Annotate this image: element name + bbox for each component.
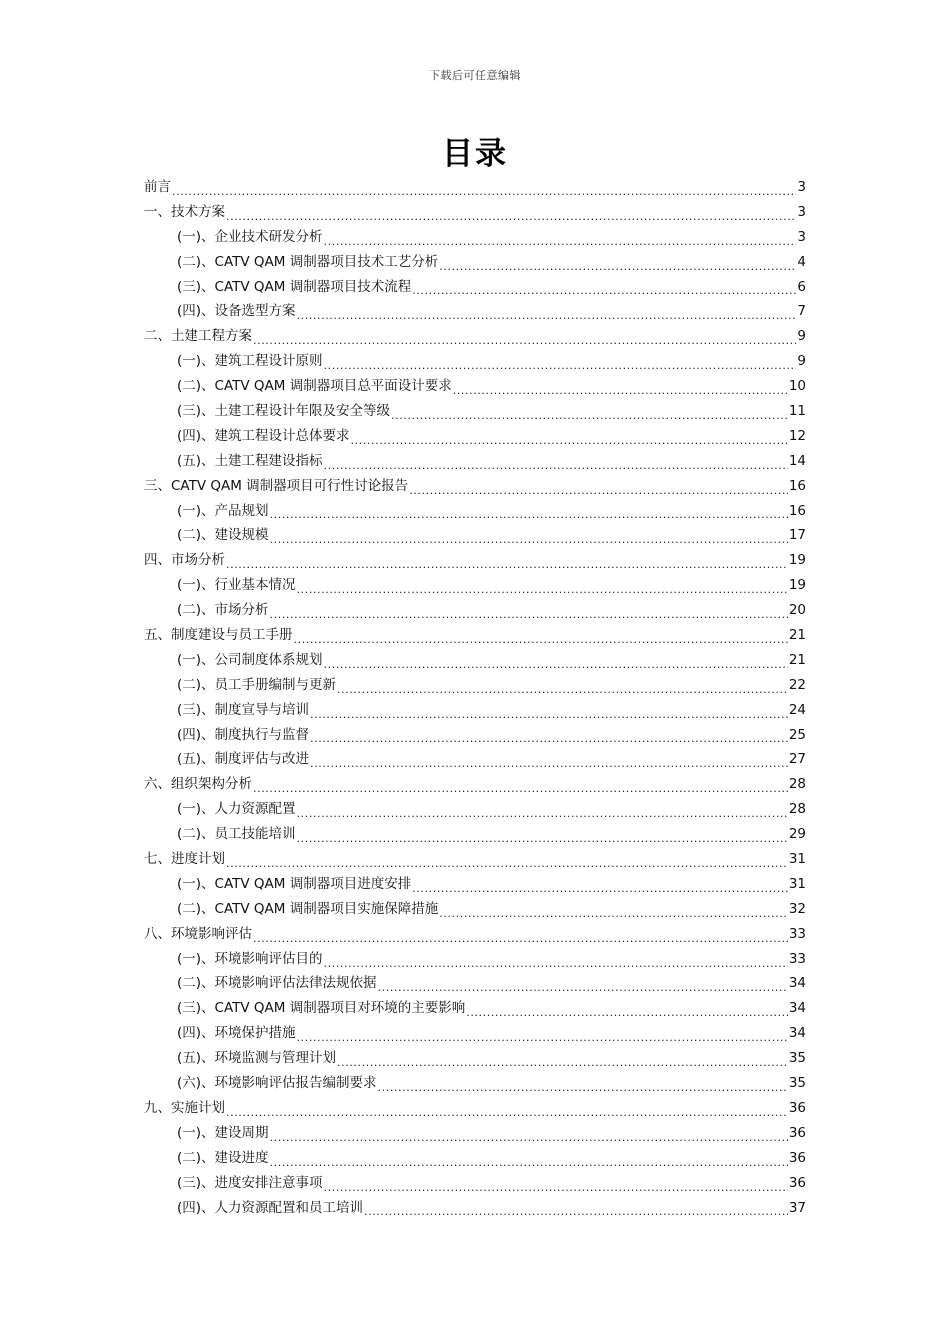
toc-dot-leader: [297, 573, 788, 598]
toc-entry-label: (二)、CATV QAM 调制器项目技术工艺分析: [177, 253, 439, 270]
toc-entry-label: (二)、建设进度: [177, 1149, 269, 1166]
toc-dot-leader: [297, 1021, 788, 1046]
toc-entry[interactable]: [144, 1171, 806, 1196]
toc-entry-page-number: 25: [788, 726, 806, 743]
toc-entry-label: (二)、市场分析: [177, 602, 269, 619]
toc-entry[interactable]: [144, 349, 806, 374]
toc-entry[interactable]: [144, 1096, 806, 1121]
toc-entry-page-number: 36: [788, 1124, 806, 1141]
toc-entry-label: (四)、建筑工程设计总体要求: [177, 427, 350, 444]
toc-dot-leader: [324, 449, 788, 474]
toc-entry-label: (六)、环境影响评估报告编制要求: [177, 1075, 377, 1092]
toc-entry-page-number: 19: [788, 552, 806, 569]
toc-entry-page-number: 20: [788, 602, 806, 619]
toc-entry[interactable]: [144, 972, 806, 997]
toc-dot-leader: [324, 349, 797, 374]
toc-dot-leader: [378, 1071, 788, 1096]
toc-entry-label: (一)、产品规划: [177, 502, 269, 519]
toc-entry[interactable]: [144, 698, 806, 723]
toc-entry[interactable]: [144, 250, 806, 275]
header-note: 下载后可任意编辑: [429, 69, 521, 82]
toc-entry-label: 五、制度建设与员工手册: [144, 627, 293, 644]
toc-entry[interactable]: [144, 175, 806, 200]
toc-entry[interactable]: [144, 1071, 806, 1096]
toc-dot-leader: [226, 847, 788, 872]
toc-entry-label: (一)、建筑工程设计原则: [177, 353, 323, 370]
toc-entry-page-number: 36: [788, 1099, 806, 1116]
toc-entry[interactable]: [144, 1196, 806, 1221]
toc-entry[interactable]: [144, 723, 806, 748]
toc-entry-label: (一)、建设周期: [177, 1124, 269, 1141]
toc-dot-leader: [412, 275, 796, 300]
toc-entry[interactable]: [144, 747, 806, 772]
toc-entry-label: (三)、制度宣导与培训: [177, 701, 310, 718]
toc-entry-label: 八、环境影响评估: [144, 925, 252, 942]
toc-entry-page-number: 6: [797, 278, 806, 295]
toc-entry[interactable]: [144, 822, 806, 847]
toc-entry-label: (一)、人力资源配置: [177, 801, 296, 818]
toc-entry-page-number: 21: [788, 627, 806, 644]
toc-entry-label: (四)、人力资源配置和员工培训: [177, 1199, 364, 1216]
toc-dot-leader: [253, 922, 788, 947]
toc-entry[interactable]: [144, 1146, 806, 1171]
toc-dot-leader: [364, 1196, 788, 1221]
toc-dot-leader: [310, 698, 788, 723]
toc-entry[interactable]: [144, 548, 806, 573]
toc-entry-page-number: 21: [788, 651, 806, 668]
toc-dot-leader: [324, 225, 797, 250]
toc-dot-leader: [294, 623, 788, 648]
toc-entry[interactable]: [144, 772, 806, 797]
toc-dot-leader: [439, 897, 788, 922]
toc-dot-leader: [439, 250, 796, 275]
toc-entry-label: (二)、CATV QAM 调制器项目实施保障措施: [177, 900, 439, 917]
toc-entry[interactable]: [144, 399, 806, 424]
toc-dot-leader: [412, 872, 788, 897]
toc-entry[interactable]: [144, 797, 806, 822]
toc-dot-leader: [391, 399, 788, 424]
toc-entry-page-number: 3: [797, 228, 806, 245]
toc-dot-leader: [253, 324, 796, 349]
toc-dot-leader: [351, 424, 788, 449]
toc-dot-leader: [226, 1096, 788, 1121]
toc-entry-label: (一)、CATV QAM 调制器项目进度安排: [177, 875, 412, 892]
page-title: 目录: [442, 136, 508, 172]
toc-entry-label: 六、组织架构分析: [144, 776, 252, 793]
toc-entry-page-number: 22: [788, 676, 806, 693]
toc-entry-page-number: 9: [797, 353, 806, 370]
toc-entry[interactable]: [144, 673, 806, 698]
toc-entry-label: (三)、CATV QAM 调制器项目技术流程: [177, 278, 412, 295]
toc-entry[interactable]: [144, 897, 806, 922]
toc-entry-label: (一)、行业基本情况: [177, 577, 296, 594]
toc-dot-leader: [270, 1146, 788, 1171]
toc-entry[interactable]: [144, 947, 806, 972]
toc-entry-label: (三)、CATV QAM 调制器项目对环境的主要影响: [177, 1000, 466, 1017]
toc-dot-leader: [337, 673, 788, 698]
toc-entry[interactable]: [144, 474, 806, 499]
toc-entry-label: (二)、员工手册编制与更新: [177, 676, 337, 693]
toc-entry-page-number: 32: [788, 900, 806, 917]
toc-dot-leader: [378, 972, 788, 997]
toc-entry-page-number: 28: [788, 801, 806, 818]
toc-entry[interactable]: [144, 1021, 806, 1046]
toc-entry-label: (二)、员工技能培训: [177, 826, 296, 843]
toc-dot-leader: [226, 200, 796, 225]
toc-entry-page-number: 28: [788, 776, 806, 793]
toc-dot-leader: [337, 1046, 788, 1071]
toc-entry-page-number: 3: [797, 203, 806, 220]
toc-entry-page-number: 36: [788, 1174, 806, 1191]
toc-entry-label: (二)、CATV QAM 调制器项目总平面设计要求: [177, 378, 452, 395]
toc-entry-label: (五)、环境监测与管理计划: [177, 1050, 337, 1067]
toc-dot-leader: [466, 996, 788, 1021]
toc-entry-page-number: 7: [797, 303, 806, 320]
toc-entry-page-number: 9: [797, 328, 806, 345]
toc-entry[interactable]: [144, 449, 806, 474]
toc-dot-leader: [310, 747, 788, 772]
toc-entry[interactable]: [144, 573, 806, 598]
toc-entry[interactable]: [144, 424, 806, 449]
toc-entry[interactable]: [144, 275, 806, 300]
toc-entry-page-number: 36: [788, 1149, 806, 1166]
toc-entry-page-number: 12: [788, 427, 806, 444]
toc-entry-page-number: 16: [788, 502, 806, 519]
toc-entry-page-number: 35: [788, 1050, 806, 1067]
toc-entry[interactable]: [144, 200, 806, 225]
toc-dot-leader: [324, 648, 788, 673]
toc-entry-page-number: 33: [788, 925, 806, 942]
toc-dot-leader: [226, 548, 788, 573]
toc-entry-label: (二)、建设规模: [177, 527, 269, 544]
toc-dot-leader: [453, 374, 788, 399]
toc-entry-label: 三、CATV QAM 调制器项目可行性讨论报告: [144, 477, 409, 494]
toc-dot-leader: [253, 772, 788, 797]
toc-entry[interactable]: [144, 523, 806, 548]
toc-entry[interactable]: [144, 648, 806, 673]
toc-entry-label: 四、市场分析: [144, 552, 225, 569]
toc-entry-label: (三)、土建工程设计年限及安全等级: [177, 403, 391, 419]
toc-dot-leader: [409, 474, 788, 499]
toc-dot-leader: [324, 947, 788, 972]
toc-dot-leader: [270, 1121, 788, 1146]
toc-entry-page-number: 31: [788, 851, 806, 868]
toc-entry[interactable]: [144, 299, 806, 324]
toc-entry-label: (五)、制度评估与改进: [177, 751, 310, 768]
toc-entry-label: (一)、企业技术研发分析: [177, 228, 323, 245]
toc-entry-page-number: 11: [788, 403, 806, 419]
toc-dot-leader: [297, 797, 788, 822]
toc-dot-leader: [297, 299, 797, 324]
toc-entry-page-number: 17: [788, 527, 806, 544]
toc-entry[interactable]: [144, 847, 806, 872]
toc-dot-leader: [270, 598, 788, 623]
toc-entry-page-number: 19: [788, 577, 806, 594]
toc-entry[interactable]: [144, 225, 806, 250]
toc-entry[interactable]: [144, 1046, 806, 1071]
toc-entry-page-number: 10: [788, 378, 806, 395]
toc-entry-page-number: 37: [788, 1199, 806, 1216]
toc-entry-page-number: 31: [788, 875, 806, 892]
toc-dot-leader: [172, 175, 796, 200]
toc-entry-label: (四)、制度执行与监督: [177, 726, 310, 743]
toc-entry-page-number: 24: [788, 701, 806, 718]
toc-entry-page-number: 34: [788, 1025, 806, 1042]
toc-dot-leader: [270, 523, 788, 548]
toc-entry-page-number: 3: [797, 178, 806, 195]
toc-dot-leader: [297, 822, 788, 847]
toc-entry-label: (二)、环境影响评估法律法规依据: [177, 975, 377, 992]
toc-entry[interactable]: [144, 324, 806, 349]
toc-entry-label: (一)、公司制度体系规划: [177, 651, 323, 668]
toc-entry-label: (五)、土建工程建设指标: [177, 452, 323, 469]
toc-entry-page-number: 35: [788, 1075, 806, 1092]
toc-entry[interactable]: [144, 598, 806, 623]
toc-entry-label: (四)、设备选型方案: [177, 303, 296, 320]
toc-entry-page-number: 14: [788, 452, 806, 469]
toc-entry-page-number: 27: [788, 751, 806, 768]
toc-entry[interactable]: [144, 499, 806, 524]
table-of-contents: [144, 175, 806, 1220]
toc-dot-leader: [270, 499, 788, 524]
toc-entry-label: 一、技术方案: [144, 203, 225, 220]
toc-entry[interactable]: [144, 374, 806, 399]
toc-entry-page-number: 33: [788, 950, 806, 967]
toc-dot-leader: [310, 723, 788, 748]
toc-entry-page-number: 16: [788, 477, 806, 494]
toc-entry-label: 七、进度计划: [144, 851, 225, 868]
toc-entry-page-number: 29: [788, 826, 806, 843]
toc-entry[interactable]: [144, 996, 806, 1021]
toc-entry[interactable]: [144, 623, 806, 648]
toc-entry[interactable]: [144, 872, 806, 897]
toc-dot-leader: [324, 1171, 788, 1196]
toc-entry-label: (四)、环境保护措施: [177, 1025, 296, 1042]
toc-entry[interactable]: [144, 1121, 806, 1146]
toc-entry-label: (一)、环境影响评估目的: [177, 950, 323, 967]
toc-entry-label: 九、实施计划: [144, 1099, 225, 1116]
toc-entry-page-number: 34: [788, 975, 806, 992]
toc-entry-label: (三)、进度安排注意事项: [177, 1174, 323, 1191]
toc-entry-label: 二、土建工程方案: [144, 328, 252, 345]
toc-entry-page-number: 4: [797, 253, 806, 270]
toc-entry-page-number: 34: [788, 1000, 806, 1017]
toc-entry[interactable]: [144, 922, 806, 947]
toc-entry-label: 前言: [144, 178, 171, 195]
